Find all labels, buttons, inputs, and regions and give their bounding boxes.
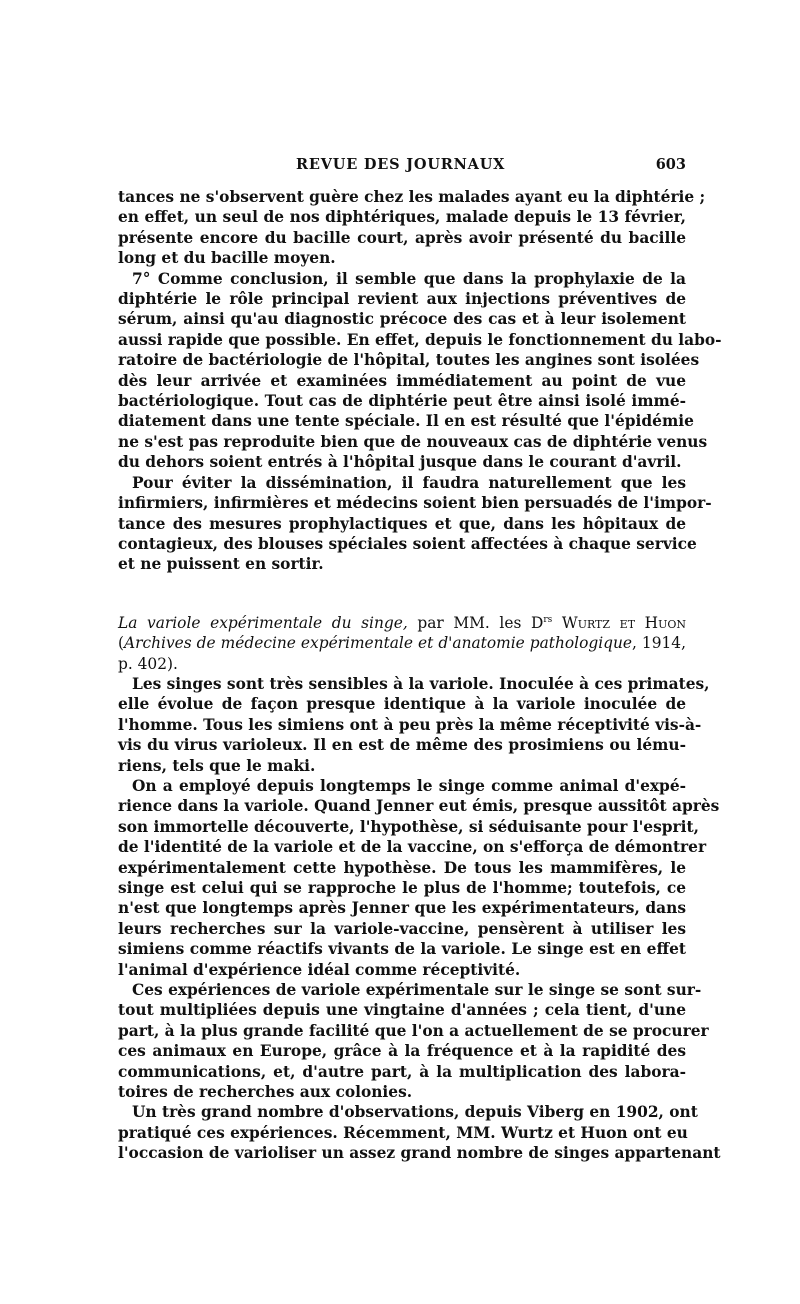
text-line: ces animaux en Europe, grâce à la fréquence et à la rapidité des	[118, 1042, 686, 1061]
text-line: tances ne s'observent guère chez les malades ayant eu la diphtérie ;	[118, 188, 706, 206]
article-heading-line-2	[118, 633, 686, 653]
text-line: sérum, ainsi qu'au diagnostic précoce des cas et à leur isolement	[118, 310, 686, 329]
text-line: son immortelle découverte, l'hypothèse, si séduisante pour l'esprit,	[118, 817, 699, 836]
text-line: Un très grand nombre d'observations, depuis Viberg en 1902, ont	[132, 1103, 698, 1122]
text-line: riens, tels que le maki.	[118, 756, 316, 775]
text-line: part, à la plus grande facilité que l'on a actuellement de se procurer	[118, 1021, 709, 1040]
text-line: Pour éviter la dissémination, il faudra naturellement que les	[132, 473, 686, 492]
text-line: toires de recherches aux colonies.	[118, 1083, 413, 1102]
article-separator	[118, 575, 686, 613]
body-paragraph	[118, 980, 709, 1102]
text-line: en effet, un seul de nos diphtériques, malade depuis le 13 février,	[118, 208, 686, 227]
article-source-year: , 1914,	[632, 634, 686, 653]
previous-article-end	[118, 187, 722, 575]
text-line: infirmiers, infirmières et médecins soient bien persuadés de l'impor-	[118, 494, 712, 513]
text-line: simiens comme réactifs vivants de la variole. Le singe est en effet	[118, 940, 686, 959]
article-heading	[118, 613, 686, 674]
article-source-journal: Archives de médecine expérimentale et d'anatomie pathologique	[124, 634, 632, 653]
text-line: dès leur arrivée et examinées immédiatement au point de vue	[118, 371, 686, 390]
text-line: et ne puissent en sortir.	[118, 555, 324, 574]
page-number: 603	[655, 156, 686, 173]
text-line: Les singes sont très sensibles à la variole. Inoculée à ces primates,	[132, 674, 710, 693]
source-open-paren: (	[118, 634, 125, 653]
text-line: pratiqué ces expériences. Récemment, MM. Wurtz et Huon ont eu	[118, 1123, 688, 1142]
doctors-abbrev-sup: rs	[543, 614, 553, 625]
text-line: du dehors soient entrés à l'hôpital jusque dans le courant d'avril.	[118, 453, 682, 472]
article-heading-line-1	[118, 613, 686, 633]
text-line: expérimentalement cette hypothèse. De tous les mammifères, le	[118, 858, 686, 877]
article-authors: Wurtz et Huon	[552, 613, 686, 632]
text-line: singe est celui qui se rapproche le plus de l'homme; toutefois, ce	[118, 879, 686, 897]
text-line: Ces expériences de variole expérimentale sur le singe se sont sur-	[132, 981, 702, 1000]
text-line: diatement dans une tente spéciale. Il en est résulté que l'épidémie	[118, 412, 694, 431]
text-line: rience dans la variole. Quand Jenner eut émis, presque aussitôt après	[118, 797, 720, 816]
top-paragraph	[118, 473, 712, 575]
journal-page	[118, 155, 722, 1164]
body-paragraph	[118, 1102, 721, 1163]
top-paragraph	[118, 187, 706, 269]
text-line: tout multipliées depuis une vingtaine d'années ; cela tient, d'une	[118, 1001, 686, 1020]
top-paragraph	[118, 269, 722, 473]
article-source-page: p. 402).	[118, 654, 178, 673]
text-line: l'occasion de varioliser un assez grand nombre de singes appartenant	[118, 1144, 721, 1163]
text-line: tance des mesures prophylactiques et que, dans les hôpitaux de	[118, 514, 686, 533]
article-byline: par MM. les D	[407, 613, 544, 632]
text-line: n'est que longtemps après Jenner que les expérimentateurs, dans	[118, 899, 686, 918]
page-header	[118, 155, 686, 179]
running-title: REVUE DES JOURNAUX	[296, 156, 506, 173]
text-line: ne s'est pas reproduite bien que de nouveaux cas de diphtérie venus	[118, 432, 708, 451]
text-line: communications, et, d'autre part, à la multiplication des labora-	[118, 1062, 686, 1081]
article-title: La variole expérimentale du singe,	[118, 613, 408, 632]
text-line: On a employé depuis longtemps le singe comme animal d'expé-	[132, 776, 686, 795]
body-paragraph	[118, 674, 710, 776]
body-paragraph	[118, 776, 720, 980]
article-body	[118, 674, 721, 1164]
text-line: présente encore du bacille court, après avoir présenté du bacille	[118, 228, 686, 247]
text-line: l'homme. Tous les simiens ont à peu près la même réceptivité vis-à-	[118, 715, 702, 734]
text-line: de l'identité de la variole et de la vaccine, on s'efforça de démontrer	[118, 838, 707, 857]
text-line: elle évolue de façon presque identique à la variole inoculée de	[118, 695, 686, 714]
text-line: bactériologique. Tout cas de diphtérie peut être ainsi isolé immé-	[118, 392, 686, 411]
text-line: ratoire de bactériologie de l'hôpital, toutes les angines sont isolées	[118, 351, 700, 370]
text-line: contagieux, des blouses spéciales soient affectées à chaque service	[118, 534, 697, 553]
text-line: 7° Comme conclusion, il semble que dans la prophylaxie de la	[132, 269, 686, 288]
text-line: long et du bacille moyen.	[118, 249, 336, 268]
text-line: aussi rapide que possible. En effet, depuis le fonctionnement du labo-	[118, 330, 722, 349]
text-line: l'animal d'expérience idéal comme réceptivité.	[118, 960, 521, 979]
text-line: diphtérie le rôle principal revient aux injections préventives de	[118, 290, 686, 309]
text-line: vis du virus varioleux. Il en est de même des prosimiens ou lému-	[118, 736, 686, 755]
text-line: leurs recherches sur la variole-vaccine, pensèrent à utiliser les	[118, 919, 686, 938]
